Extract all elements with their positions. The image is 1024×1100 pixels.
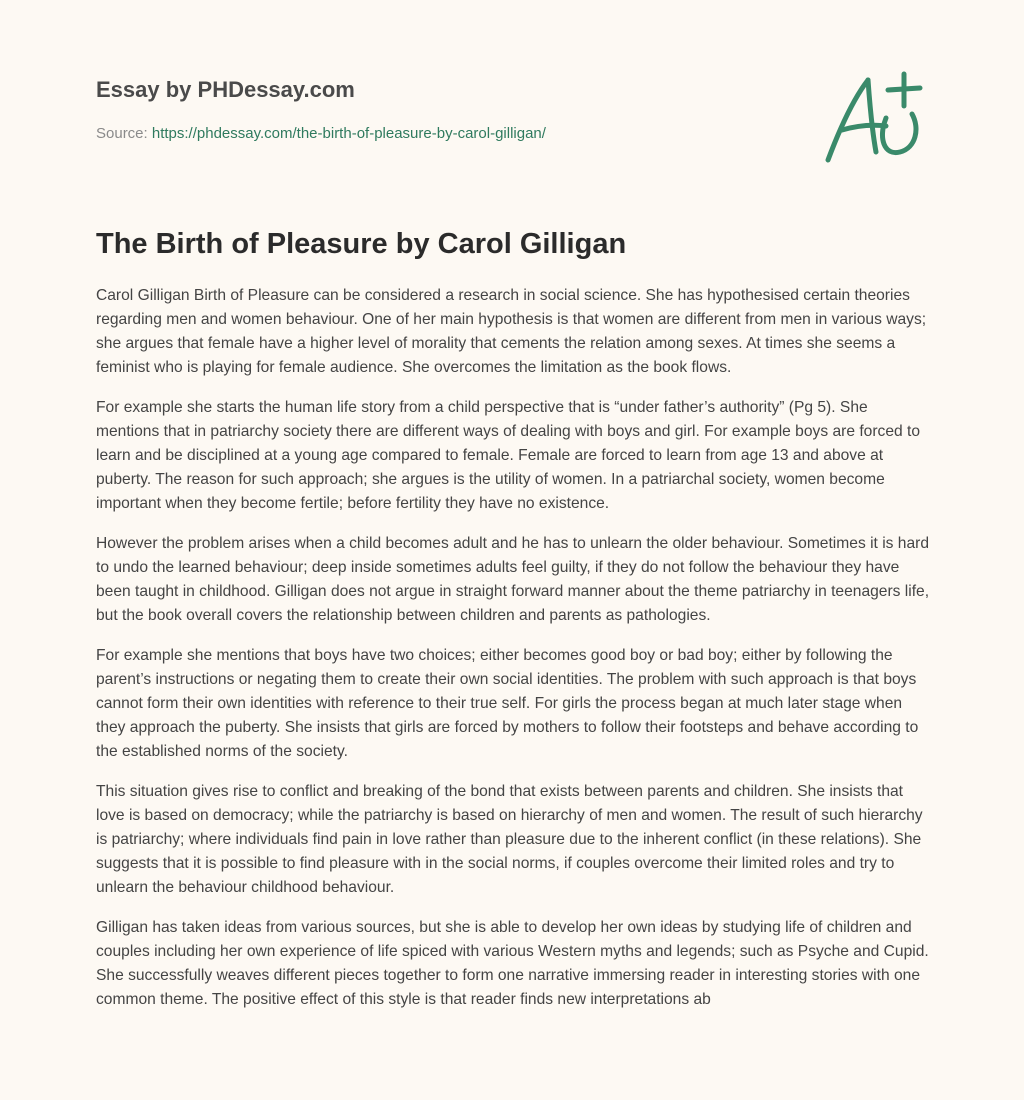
paragraph: Carol Gilligan Birth of Pleasure can be considered a research in social science. She has hypothesised certain theories regarding men and women behaviour. One of her main hypothesis is that women are different from men in various ways; she argues that female have a higher level of morality that cements the relation among sexes. At times she seems a feminist who is playing for female audience. She overcomes the limitation as the book flows. (96, 287, 927, 376)
paragraph: For example she starts the human life story from a child perspective that is “under father’s authority” (Pg 5). She mentions that in patriarchy society there are different ways of dealing with boys and girl. For example boys are forced to learn and be disciplined at a young age compared to female. Female are forced to learn from age 13 and above at puberty. The reason for such approach; she argues is the utility of women. In a patriarchal society, women become important when they become fertile; before fertility they have no existence. (96, 399, 921, 512)
paragraph: This situation gives rise to conflict and breaking of the bond that exists between parents and children. She insists that love is based on democracy; while the patriarchy is based on hierarchy of men and women. The result of such hierarchy is patriarchy; where individuals find pain in love rather than pleasure due to the inherent conflict (in these relations). She suggests that it is possible to find pleasure with in the social norms, if couples overcome their limited roles and try to unlearn the behaviour childhood behaviour. (96, 783, 923, 896)
a-plus-logo-icon (820, 68, 930, 168)
paragraph: However the problem arises when a child becomes adult and he has to unlearn the older behaviour. Sometimes it is hard to undo the learned behaviour; deep inside sometimes adults feel guilty, if they do not follow the behaviour they have been taught in childhood. Gilligan does not argue in straight forward manner about the theme patriarchy in teenagers life, but the book overall covers the relationship between children and parents as pathologies. (96, 535, 930, 624)
source-label: Source: (96, 125, 148, 142)
document-header (96, 72, 796, 144)
source-line (96, 124, 796, 144)
page-title: The Birth of Pleasure by Carol Gilligan (96, 228, 627, 260)
essay-body (96, 284, 932, 1028)
source-link[interactable]: https://phdessay.com/the-birth-of-pleasure-by-carol-gilligan/ (151, 125, 546, 142)
paragraph: For example she mentions that boys have two choices; either becomes good boy or bad boy; either by following the parent’s instructions or negating them to create their own social identities. The problem with such approach is that boys cannot form their own identities with reference to their true self. For girls the process began at much later stage when they approach the puberty. She insists that girls are forced by mothers to follow their footsteps and behave according to the established norms of the society. (96, 647, 919, 760)
paragraph: Gilligan has taken ideas from various sources, but she is able to develop her own ideas by studying life of children and couples including her own experience of life spiced with various Western myths and legends; such as Psyche and Cupid. She successfully weaves different pieces together to form one narrative immersing reader in interesting stories with one common theme. The positive effect of this style is that reader finds new interpretations ab (96, 919, 929, 1008)
brand-title: Essay by PHDessay.com (96, 77, 355, 102)
